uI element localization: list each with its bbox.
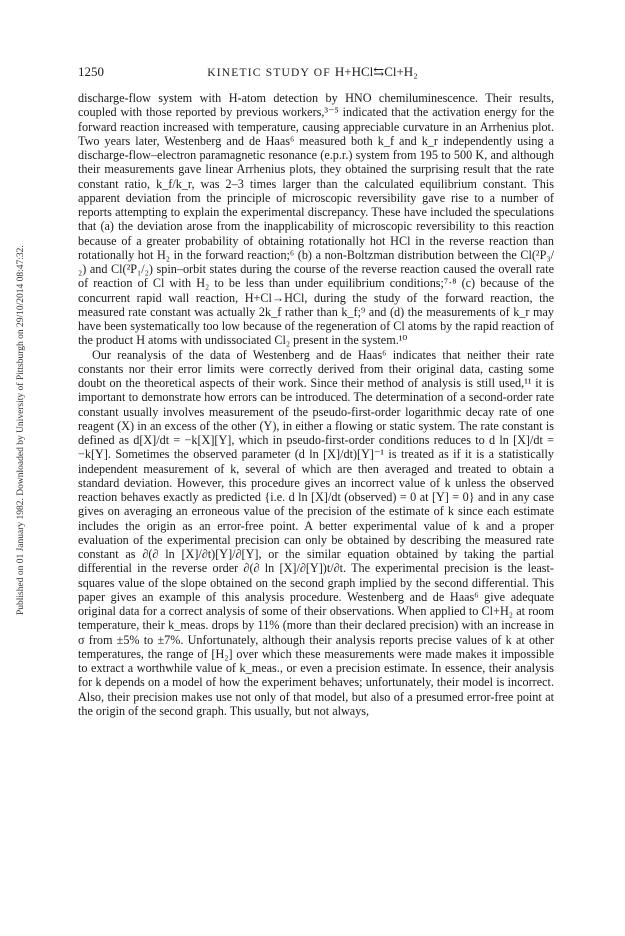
download-notice bbox=[0, 0, 40, 936]
article-body bbox=[78, 91, 554, 718]
download-notice-text: Published on 01 January 1982. Downloaded by University of Pittsburgh on 29/10/2014 08:47:32. bbox=[16, 245, 26, 615]
running-title-text: KINETIC STUDY OF bbox=[207, 67, 331, 79]
running-title bbox=[0, 64, 625, 80]
page-number: 1250 bbox=[78, 64, 104, 79]
paragraph: Our reanalysis of the data of Westenberg and de Haas⁶ indicates that neither their rate constants nor their error limits were correctly derived from their original data, casting some doubt on the theoretical aspects of their work. Since their method of analysis is still used,¹¹ it is important to demonstrate how errors can be introduced. The determination of a second-order rate constant usually involves measurement of the pseudo-first-order logarithmic decay rate of one reagent (X) in an excess of the other (Y), in either a flowing or static system. The rate constant is defined as d[X]/dt = −k[X][Y], which in pseudo-first-order conditions reduces to d ln [X]/dt = −k[Y]. Sometimes the observed parameter (d ln [X]/dt)[Y]⁻¹ is treated as if it is a statistically independent measurement of k, several of which are then averaged and treated to obtain a standard deviation. However, this procedure gives an incorrect value of k unless the observed reaction behaves exactly as predicted {i.e. d ln [X]/dt (observed) = 0 at [Y] = 0} and in any case gives on averaging an erroneous value of the precision of the estimate of k since each estimate includes the origin as an error-free point. A better experimental value of k and a proper evaluation of the experimental precision can only be obtained by describing the measured rate constant as ∂(∂ ln [X]/∂t)[Y]/∂[Y], or the similar equation obtained by taking the partial differential in the reverse order ∂(∂ ln [X]/∂[Y])t/∂t. The experimental precision is the least-squares value of the slope obtained on the second graph implied by the second differential. This paper gives an example of this analysis procedure. Westenberg and de Haas⁶ give adequate original data for a correct analysis of some of their observations. When applied to Cl+H₂ at room temperature, their k_meas. drops by 11% (more than their declared precision) with an increase in σ from ±5% to ±7%. Unfortunately, although their analysis reports precise values of k at other temperatures, the range of [H₂] over which these measurements were made makes it impossible to extract a worthwhile value of k_meas., or even a precision estimate. In essence, their analysis for k depends on a model of how the experiment behaves; unfortunately, their model is incorrect. Also, their precision makes use not only of that model, but also of a presumed error-free point at the origin of the second graph. This usually, but not always, bbox=[78, 347, 554, 718]
paragraph: discharge-flow system with H-atom detection by HNO chemiluminescence. Their results, coupled with those reported by previous workers,³⁻⁵ indicated that the activation energy for the forward reaction increased with temperature, causing appreciable curvature in an Arrhenius plot. Two years later, Westenberg and de Haas⁶ measured both k_f and k_r independently using a discharge-flow–electron paramagnetic resonance (e.p.r.) system from 195 to 500 K, and although their measurements gave linear Arrhenius plots, they obtained the surprising result that the rate constant ratio, k_f/k_r, was 2–3 times larger than the calculated equilibrium constant. This apparent deviation from the principle of microscopic reversibility gave rise to a number of reports attempting to explain the experimental discrepancy. These have included the speculations that (a) the deviation arose from the inapplicability of microscopic reversibility to this reaction because of a greater probability of obtaining rotationally hot HCl in the reverse reaction than rotationally hot H₂ in the forward reaction;⁶ (b) a non-Boltzman distribution between the Cl(²P₃/₂) and Cl(²P₁/₂) spin–orbit states during the course of the reverse reaction caused the overall rate of reaction of Cl with H₂ to be less than under equilibrium conditions;⁷·⁸ (c) because of the concurrent rapid wall reaction, H+Cl→HCl, during the study of the forward reaction, the measured rate constant was actually 2k_f rather than k_f;⁹ and (d) the measurements of k_r may have been systematically too low because of the regeneration of Cl atoms by the rapid reaction of the product H atoms with undissociated Cl₂ present in the system.¹⁰ bbox=[78, 91, 554, 348]
running-title-formula: H+HCl⇆Cl+H₂ bbox=[334, 64, 418, 79]
